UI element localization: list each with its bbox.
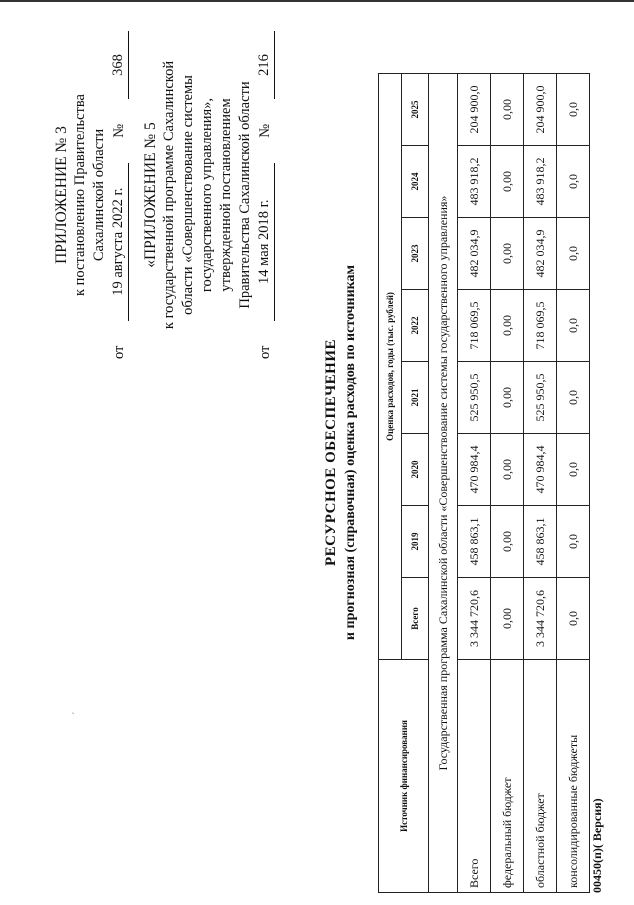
- row-source: областной бюджет: [524, 660, 557, 893]
- table-row: [557, 74, 590, 893]
- appendix-3-date: 19 августа 2022 г.: [109, 163, 129, 321]
- appendix-3-date-number: [109, 25, 129, 365]
- table-cell: 718 069,5: [524, 290, 557, 362]
- table-cell: 525 950,5: [524, 362, 557, 434]
- table-cell: 0,00: [491, 362, 524, 434]
- header-year: 2024: [402, 146, 429, 218]
- from-label: от: [111, 345, 127, 359]
- appendix-3-number: 368: [109, 31, 129, 99]
- appendix-5-title: «ПРИЛОЖЕНИЕ № 5: [142, 122, 159, 268]
- table-cell: 458 863,1: [524, 506, 557, 578]
- document-code: 00450(п)( Версия): [590, 798, 604, 893]
- appendix-5-line: к государственной программе Сахалинской: [161, 60, 177, 330]
- appendix-5-date: 14 мая 2018 г.: [255, 163, 275, 321]
- appendix-5-line: утвержденной постановлением: [218, 98, 234, 292]
- row-source: Всего: [458, 660, 491, 893]
- table-cell: 482 034,9: [458, 218, 491, 290]
- table-row: [524, 74, 557, 893]
- table-cell: 3 344 720,6: [458, 578, 491, 660]
- table-cell: 0,00: [491, 506, 524, 578]
- table-cell: 3 344 720,6: [524, 578, 557, 660]
- table-cell: 470 984,4: [458, 434, 491, 506]
- appendix-5-line: государственного управления»,: [199, 97, 215, 293]
- program-title-row: Государственная программа Сахалинской области «Совершенствование системы государственного управления»: [429, 74, 458, 893]
- number-label: №: [257, 123, 273, 138]
- appendix-3-line: к постановлению Правительства: [72, 94, 88, 296]
- appendix-5-number: 216: [255, 31, 275, 99]
- table-cell: 0,0: [557, 218, 590, 290]
- table-cell: 204 900,0: [524, 74, 557, 146]
- header-year: 2019: [402, 506, 429, 578]
- table-cell: 0,0: [557, 434, 590, 506]
- table-cell: 458 863,1: [458, 506, 491, 578]
- header-year: 2023: [402, 218, 429, 290]
- header-year: 2020: [402, 434, 429, 506]
- appendix-5-date-number: [255, 25, 275, 365]
- header-year: 2021: [402, 362, 429, 434]
- appendix-5-line: Правительства Сахалинской области: [237, 81, 253, 309]
- table-cell: 483 918,2: [458, 146, 491, 218]
- from-label: от: [257, 345, 273, 359]
- table-cell: 482 034,9: [524, 218, 557, 290]
- document-title: РЕСУРСНОЕ ОБЕСПЕЧЕНИЕ: [323, 338, 339, 567]
- row-source: консолидированные бюджеты: [557, 660, 590, 893]
- table-cell: 0,0: [557, 506, 590, 578]
- appendix-5-line: области «Совершенствование системы: [180, 75, 196, 315]
- header-year: 2025: [402, 74, 429, 146]
- document-subtitle: и прогнозная (справочная) оценка расходов по источникам: [343, 264, 358, 641]
- table-cell: 0,0: [557, 74, 590, 146]
- table-cell: 0,00: [491, 218, 524, 290]
- appendix-3-line: Сахалинской области: [91, 128, 107, 262]
- table-cell: 0,0: [557, 578, 590, 660]
- table-cell: 0,00: [491, 578, 524, 660]
- table-cell: 204 900,0: [458, 74, 491, 146]
- header-year: Всего: [402, 578, 429, 660]
- table-row: [491, 74, 524, 893]
- table-cell: 0,00: [491, 146, 524, 218]
- table-cell: 470 984,4: [524, 434, 557, 506]
- header-year: 2022: [402, 290, 429, 362]
- table-cell: 0,0: [557, 362, 590, 434]
- table-cell: 0,0: [557, 290, 590, 362]
- table-cell: 0,00: [491, 434, 524, 506]
- table-cell: 483 918,2: [524, 146, 557, 218]
- table-cell: 525 950,5: [458, 362, 491, 434]
- table-cell: 718 069,5: [458, 290, 491, 362]
- header-estimate: Оценка расходов, годы (тыс. рублей): [379, 74, 402, 660]
- table-cell: 0,00: [491, 290, 524, 362]
- table-cell: 0,00: [491, 74, 524, 146]
- financing-table: [378, 73, 590, 893]
- table-row: [458, 74, 491, 893]
- scan-mark: ˊ: [72, 711, 83, 715]
- appendix-header: [52, 25, 275, 365]
- row-source: федеральный бюджет: [491, 660, 524, 893]
- appendix-3-title: ПРИЛОЖЕНИЕ № 3: [53, 126, 70, 264]
- header-source: Источник финансирования: [379, 660, 429, 893]
- number-label: №: [111, 123, 127, 138]
- table-cell: 0,0: [557, 146, 590, 218]
